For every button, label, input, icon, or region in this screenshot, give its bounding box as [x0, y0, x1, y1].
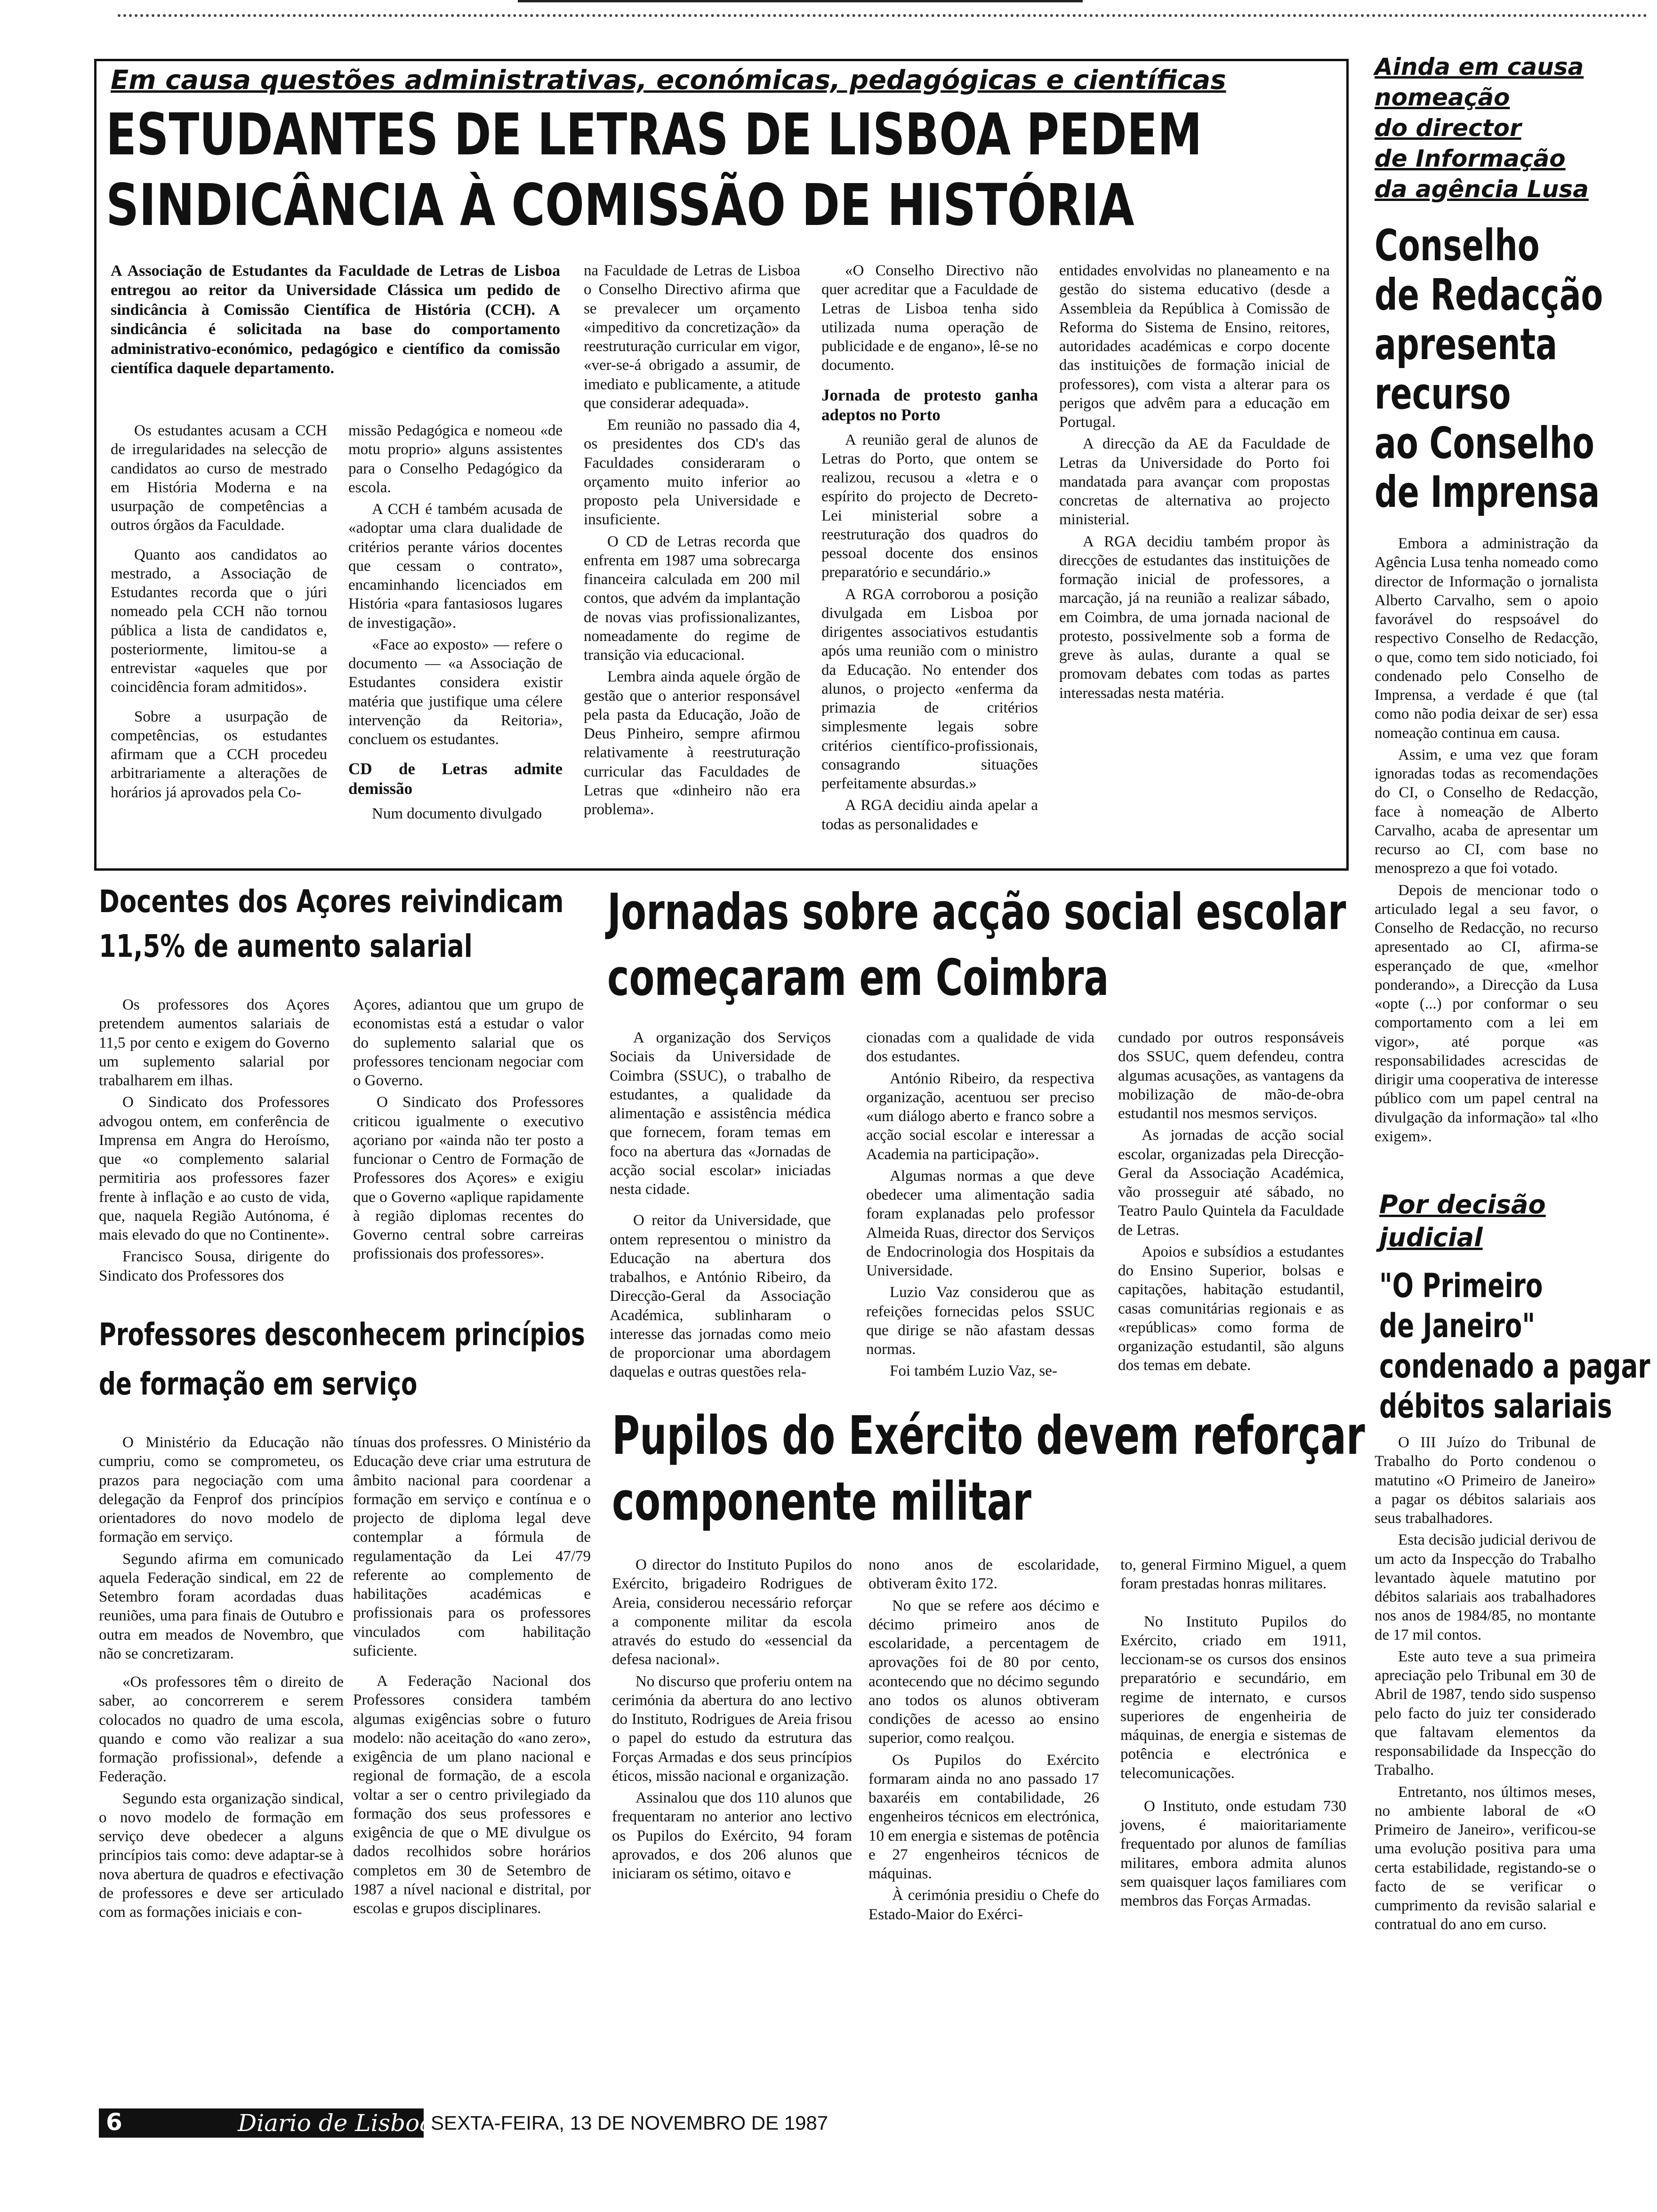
main-col5-paragraph: A RGA decidiu também propor às direcções de estudantes das instituições de formação inicial de professores, a marcação, já na reunião a realizar sábado, em Coimbra, de uma jornada nacional de protesto, possivelmente sob a forma de greve às aulas, durante a qual se promovam debates com todas as partes interessadas nesta matéria.	[1059, 533, 1330, 702]
formacao-paragraph: O Ministério da Educação não cumpriu, como se comprometeu, os prazos para negociação com uma delegação da Fenprof dos princípios orientadores do novo modelo de formação em serviço.	[99, 1434, 344, 1546]
top-edge-dots	[118, 14, 1648, 17]
lusa-headline-line: Conselho	[1375, 220, 1540, 271]
main-col2-paragraph: Num documento divulgado	[372, 805, 542, 823]
lusa-paragraph: Depois de mencionar todo o articulado legal a seu favor, o Conselho de Redacção, no recurso apresentado ao CI, afirma-se esperançado de que, «melhor ponderando», a Direcção da Lusa «opte (...) por conformar o seu comportamento com a lei em vigor», até porque «as responsabilidades acrescidas de dirigir uma cooperativa de interesse público com um papel central na divulgação da informação» tal «lho exigem».	[1375, 882, 1598, 1145]
formacao-column-1	[99, 1433, 344, 1924]
pupilos-paragraph: to, general Firmino Miguel, a quem foram prestadas honras militares.	[1120, 1556, 1346, 1593]
main-lead: A Associação de Estudantes da Faculdade de Letras de Lisboa entregou ao reitor da Universidade Clássica um pedido de sindicância à Comissão Científica de História (CCH). A sindicância é solicitada na base do comportamento administrativo-económico, pedagógico e científico da comissão científica daquele departamento.	[111, 262, 560, 377]
coimbra-paragraph: A organização dos Serviços Sociais da Universidade de Coimbra (SSUC), o trabalho de estudantes, a qualidade da alimentação e assistência médica que fornecem, foram temas em foco na abertura das «Jornadas de acção social escolar» iniciadas nesta cidade.	[610, 1029, 831, 1198]
pupilos-paragraph: O director do Instituto Pupilos do Exército, brigadeiro Rodrigues de Areia, considerou necessário reforçar a componente militar da escola através do estudo do «essencial da defesa nacional».	[612, 1556, 852, 1668]
page-number: 6	[106, 2108, 122, 2136]
azores-headline-line-2: 11,5% de aumento salarial	[99, 928, 473, 964]
top-edge-rule	[518, 0, 1083, 7]
lusa-kicker-line: nomeação	[1375, 84, 1510, 111]
lusa-headline	[1375, 221, 1601, 517]
main-col1-paragraph: Quanto aos candidatos ao mestrado, a Associação de Estudantes recorda que o júri nomeado pela CCH não tornou pública a lista de candidatos e, posteriormente, limitou-se a entrevistar «aqueles que por coincidência foram admitidos».	[111, 546, 327, 696]
coimbra-paragraph: Apoios e subsídios a estudantes do Ensino Superior, bolsas e capitações, habitação estudantil, casas comunitárias regionais e as «repúblicas» como forma de organização estudantil, são alguns dos temas em debate.	[1118, 1243, 1344, 1374]
lusa-headline-line: apresenta	[1375, 319, 1558, 369]
lusa-kicker-line: da agência Lusa	[1375, 176, 1589, 203]
lusa-kicker	[1375, 52, 1601, 205]
main-subhead-cd-letras: CD de Letras admite demissão	[348, 760, 563, 798]
coimbra-paragraph: cionadas com a qualidade de vida dos estudantes.	[866, 1029, 1094, 1066]
lusa-headline-line: ao Conselho	[1375, 417, 1594, 468]
primeiro-headline-line: de Janeiro"	[1379, 1306, 1536, 1346]
main-col3-paragraph: na Faculdade de Letras de Lisboa o Conselho Directivo afirma que se prevalecer um orçamento «impeditivo da concretização» da reestruturação curricular em vigor, «ver-se-á obrigado a assumir, de imediato e publicamente, a atitude que considerar adequada».	[584, 262, 800, 412]
coimbra-paragraph: Luzio Vaz considerou que as refeições fornecidas pelos SSUC que dirige se não afastam dessas normas.	[866, 1284, 1094, 1358]
coimbra-paragraph: António Ribeiro, da respectiva organização, acentuou ser preciso «um diálogo aberto e franco sobre a acção social escolar e interessar a Academia na participação».	[866, 1070, 1094, 1163]
primeiro-paragraph: O III Juízo do Tribunal de Trabalho do Porto condenou o matutino «O Primeiro de Janeiro» a pagar os débitos salariais aos seus trabalhadores.	[1375, 1434, 1596, 1527]
primeiro-headline-line: condenado a pagar	[1379, 1346, 1650, 1386]
main-col3-paragraph: Lembra ainda aquele órgão de gestão que o anterior responsável pela pasta da Educação, João de Deus Pinheiro, sempre afirmou relativamente à reestruturação curricular das Faculdades de Letras que «dinheiro não era problema».	[584, 668, 800, 818]
pupilos-paragraph: No discurso que proferiu ontem na cerimónia da abertura do ano lectivo do Instituto, Rodrigues de Areia frisou o papel do estudo da estrutura das Forças Armadas e dos seus princípios éticos, missão nacional e organização.	[612, 1673, 852, 1785]
main-col2-paragraph: missão Pedagógica e nomeou «de motu proprio» alguns assistentes para o Conselho Pedagógico da escola.	[348, 422, 563, 496]
pupilos-paragraph: No que se refere aos décimo e décimo primeiro anos de escolaridade, a percentagem de aprovações foi de 80 por cento, acontecendo que no décimo segundo ano todos os alunos obtiveram condições de acesso ao ensino superior, como realçou.	[869, 1597, 1099, 1747]
main-subhead-jornada: Jornada de protesto ganha adeptos no Porto	[821, 385, 1038, 424]
azores-paragraph: Açores, adiantou que um grupo de economistas está a estudar o valor do suplemento salarial que os professores tencionam negociar com o Governo.	[353, 996, 584, 1089]
primeiro-headline	[1379, 1266, 1650, 1427]
lusa-kicker-line: de Informação	[1375, 145, 1566, 172]
pupilos-headline-line-2: componente militar	[612, 1471, 1031, 1532]
coimbra-paragraph: O reitor da Universidade, que ontem representou o ministro da Educação na abertura dos trabalhos, e António Ribeiro, da Direcção-Geral da Associação Académica, sublinharam o interesse das jornadas como meio de proporcionar uma abordagem daquelas e outras questões rela-	[610, 1212, 831, 1381]
primeiro-kicker-line: judicial	[1379, 1223, 1483, 1253]
lusa-paragraph: Embora a administração da Agência Lusa tenha nomeado como director de Informação o jornalista Alberto Carvalho, sem o apoio favorável do respsoável do respectivo Conselho de Redacção, o que, como tem sido noticiado, foi condenado pelo Conselho de Imprensa, a verdade é que (tal como não podia deixar de ser) essa nomeação continua em causa.	[1375, 535, 1598, 742]
main-col3-paragraph: Em reunião no passado dia 4, os presidentes dos CD's das Faculdades consideraram o orçamento muito inferior ao proposto pela Universidade e insuficiente.	[584, 417, 800, 529]
lusa-body	[1375, 534, 1598, 1149]
lusa-headline-line: de Imprensa	[1375, 467, 1600, 518]
primeiro-body	[1375, 1433, 1596, 1937]
formacao-column-2	[353, 1433, 591, 1921]
main-col5-paragraph: A direcção da AE da Faculdade de Letras da Universidade do Porto foi mandatada para avançar com propostas concretas de alternativa ao projecto ministerial.	[1059, 435, 1330, 529]
formacao-headline-line-2: de formação em serviço	[99, 1366, 418, 1402]
pupilos-column-3	[1120, 1555, 1346, 1913]
main-headline-line-1: ESTUDANTES DE LETRAS DE LISBOA PEDEM	[106, 101, 1202, 168]
azores-paragraph: Francisco Sousa, dirigente do Sindicato dos Professores dos	[99, 1248, 330, 1284]
coimbra-headline-line-2: começaram em Coimbra	[607, 949, 1109, 1007]
lusa-kicker-line: do director	[1375, 114, 1521, 142]
pupilos-paragraph: Assinalou que dos 110 alunos que frequentaram no anterior ano lectivo os Pupilos do Exército, 94 foram aprovados, e dos 206 alunos que iniciaram os sétimo, oitavo e	[612, 1789, 852, 1882]
main-col4-paragraph: A RGA decidiu ainda apelar a todas as personalidades e	[821, 797, 1038, 833]
formacao-paragraph: Segundo afirma em comunicado aquela Federação sindical, em 22 de Setembro foram acordadas duas reuniões, uma para finais de Outubro e outra em meados de Novembro, que não se concretizaram.	[99, 1550, 344, 1662]
pupilos-paragraph: nono anos de escolaridade, obtiveram êxito 172.	[869, 1556, 1099, 1593]
formacao-headline-line-1: Professores desconhecem princípios	[99, 1316, 585, 1353]
azores-column-2	[353, 995, 584, 1266]
pupilos-paragraph: No Instituto Pupilos do Exército, criado em 1911, leccionam-se os cursos dos ensinos preparatório e secundário, em regime de internato, e cursos superiores de engenheiria de máquinas, de energia e sistemas de potência e electrónica e telecomunicações.	[1120, 1613, 1346, 1782]
masthead-logo: Diario de Lisboa	[238, 2109, 434, 2137]
coimbra-headline-line-1: Jornadas sobre acção social escolar	[607, 883, 1346, 941]
main-column-1	[111, 421, 327, 805]
pupilos-column-2	[869, 1555, 1099, 1927]
coimbra-paragraph: Foi também Luzio Vaz, se-	[890, 1362, 1057, 1380]
coimbra-paragraph: cundado por outros responsáveis dos SSUC, quem defendeu, contra algumas acusações, as vantagens da mobilização de mão-de-obra estudantil nos mesmos serviços.	[1118, 1029, 1344, 1122]
main-col2-paragraph: A CCH é também acusada de «adoptar uma clara dualidade de critérios perante vários docentes que cessam o contrato», encaminhando licenciados em História «para fantasiosos lugares de investigação».	[348, 501, 563, 632]
primeiro-kicker-line: Por decisão	[1379, 1190, 1546, 1219]
pupilos-paragraph: O Instituto, onde estudam 730 jovens, é maioritariamente frequentado por alunos de famílias militares, embora admita alunos sem quaisquer laços familiares com membros das Forças Armadas.	[1120, 1797, 1346, 1909]
main-col4-paragraph: «O Conselho Directivo não quer acreditar que a Faculdade de Letras de Lisboa tenha sido utilizada numa operação de publicidade e de engano», lê-se no documento.	[821, 262, 1038, 374]
coimbra-column-3	[1118, 1028, 1344, 1378]
main-column-3	[584, 261, 800, 822]
lusa-kicker-line: Ainda em causa	[1375, 53, 1584, 80]
pupilos-paragraph: Os Pupilos do Exército formaram ainda no ano passado 17 baxaréis em contabilidade, 26 engenheiros técnicos em electrónica, 10 em energia e sistemas de potência e 27 engenheiros técnicos de máquinas.	[869, 1751, 1099, 1882]
primeiro-paragraph: Esta decisão judicial derivou de um acto da Inspecção do Trabalho levantado àquele matutino por débitos salariais aos trabalhadores nos anos de 1984/85, no montante de 17 mil contos.	[1375, 1531, 1596, 1643]
main-headline-line-2: SINDICÂNCIA À COMISSÃO DE HISTÓRIA	[106, 172, 1134, 239]
primeiro-headline-line: "O Primeiro	[1379, 1266, 1543, 1305]
coimbra-paragraph: Algumas normas a que deve obedecer uma alimentação sadia foram explanadas pelo professor Almeida Ruas, director dos Serviços de Endocrinologia dos Hospitais da Universidade.	[866, 1167, 1094, 1279]
pupilos-headline-line-1: Pupilos do Exército devem reforçar	[612, 1405, 1365, 1467]
coimbra-column-1	[610, 1028, 831, 1385]
main-column-5	[1059, 261, 1330, 705]
formacao-paragraph: A Federação Nacional dos Professores considera também algumas exigências sobre o futuro modelo: não aceitação do «ano zero», exigência de um plano nacional e regional de formação, de a escola voltar a ser o centro privilegiado da formação dos seus professores e exigência de que o ME divulgue os dados recolhidos sobre horários completos em 30 de Setembro de 1987 a nível nacional e distrital, por escolas e grupos disciplinares.	[353, 1673, 591, 1917]
main-column-2	[348, 421, 563, 826]
azores-paragraph: O Sindicato dos Professores criticou igualmente o executivo açoriano por «ainda não ter posto a funcionar o Centro de Formação de Professores dos Açores» e exigiu que o Governo «aplique rapidamente à região diplomas recentes do Governo central sobre carreiras profissionais dos professores».	[353, 1094, 584, 1263]
primeiro-paragraph: Entretanto, nos últimos meses, no ambiente laboral de «O Primeiro de Janeiro», verificou-se uma evolução positiva para uma certa estabilidade, registando-se o facto de se verificar o cumprimento da revisão salarial e contratual do ano em curso.	[1375, 1783, 1596, 1933]
issue-date: SEXTA-FEIRA, 13 DE NOVEMBRO DE 1987	[431, 2112, 828, 2134]
main-col2-paragraph: «Face ao exposto» — refere o documento — «a Associação de Estudantes considera existir matéria que justifique uma célere intervenção da Reitoria», concluem os estudantes.	[348, 636, 563, 748]
pupilos-column-1	[612, 1555, 852, 1886]
lusa-paragraph: Assim, e uma vez que foram ignoradas todas as recomendações do CI, o Conselho de Redacção, face à nomeação de Alberto Carvalho, acaba de apresentar um recurso ao CI, com base no menosprezo a que foi votado.	[1375, 746, 1598, 877]
formacao-paragraph: tínuas dos professres. O Ministério da Educação deve criar uma estrutura de âmbito nacional para coordenar a formação em serviço e contínua e o projecto de diploma legal deve contemplar a fórmula de regulamentação da Lei 47/79 referente ao complemento de habilitações académicas e profissionais para os professores vinculados com habilitação suficiente.	[353, 1434, 591, 1659]
azores-column-1	[99, 995, 330, 1288]
lusa-headline-line: de Redacção	[1375, 269, 1603, 320]
primeiro-paragraph: Este auto teve a sua primeira apreciação pelo Tribunal em 30 de Abril de 1987, tendo sido suspenso pelo facto do juiz ter considerado que faltavam elementos da responsabilidade da Inspecção do Trabalho.	[1375, 1648, 1596, 1779]
main-kicker: Em causa questões administrativas, económicas, pedagógicas e científicas	[111, 65, 1226, 96]
main-col4-paragraph: A reunião geral de alunos de Letras do Porto, que ontem se realizou, recusou a «letra e o espírito do projecto de Decreto-Lei ministerial sobre a reestruturação dos quadros do pessoal docente dos ensinos preparatório e secundário.»	[821, 431, 1038, 581]
main-col3-paragraph: O CD de Letras recorda que enfrenta em 1987 uma sobrecarga financeira calculada em 200 mil contos, que advém da implantação de novas vias profissionalizantes, nomeadamente do regime de transição via educacional.	[584, 533, 800, 664]
main-col1-paragraph: Os estudantes acusam a CCH de irregularidades na selecção de candidatos ao curso de mestrado em História Moderna e na usurpação de competências a outros órgãos da Faculdade.	[111, 422, 327, 534]
pupilos-paragraph: À cerimónia presidiu o Chefe do Estado-Maior do Exérci-	[869, 1887, 1099, 1923]
azores-paragraph: Os professores dos Açores pretendem aumentos salariais de 11,5 por cento e exigem do Governo um suplemento salarial por trabalharem em ilhas.	[99, 996, 330, 1089]
azores-headline-line-1: Docentes dos Açores reivindicam	[99, 883, 564, 920]
coimbra-paragraph: As jornadas de acção social escolar, organizadas pela Direcção-Geral da Associação Académica, vão prosseguir até sábado, no Teatro Paulo Quintela da Faculdade de Letras.	[1118, 1127, 1344, 1239]
main-col4-paragraph: A RGA corroborou a posição divulgada em Lisboa por dirigentes associativos estudantis após uma reunião com o ministro da Educação. No entender dos alunos, o projecto «enferma da primazia de critérios simplesmente legais sobre critérios científico-profissionais, consagrando situações perfeitamente absurdas.»	[821, 585, 1038, 792]
primeiro-headline-line: débitos salariais	[1379, 1387, 1612, 1426]
primeiro-kicker	[1379, 1188, 1601, 1254]
main-column-4	[821, 261, 1038, 837]
main-col1-paragraph: Sobre a usurpação de competências, os estudantes afirmam que a CCH procedeu arbitrariamente a alterações de horários já aprovados pela Co-	[111, 708, 327, 801]
formacao-paragraph: Segundo esta organização sindical, o novo modelo de formação em serviço deve obedecer a alguns princípios tais como: deve adaptar-se à nova abertura de quadros e efectivação de professores e deve ser articulado com as formações iniciais e con-	[99, 1790, 344, 1921]
coimbra-column-2	[866, 1028, 1094, 1384]
lusa-headline-line: recurso	[1375, 368, 1511, 419]
formacao-paragraph: «Os professores têm o direito de saber, ao concorrerem e serem colocados no quadro de uma escola, quando e como vão realizar a sua formação profissional», defende a Federação.	[99, 1674, 344, 1786]
azores-paragraph: O Sindicato dos Professores advogou ontem, em conferência de Imprensa em Angra do Heroísmo, que «o complemento salarial permitiria aos professores fazer frente à inflação e ao custo de vida, que, naquela Região Autónoma, é mais elevado do que no Continente».	[99, 1094, 330, 1243]
main-col5-paragraph: entidades envolvidas no planeamento e na gestão do sistema educativo (desde a Assembleia da República à Comissão de Reforma do Sistema de Ensino, reitores, autoridades académicas e corpo docente das instituições de formação inicial de professores), com vista a alterar para os perigos que advêm para a educação em Portugal.	[1059, 262, 1330, 431]
